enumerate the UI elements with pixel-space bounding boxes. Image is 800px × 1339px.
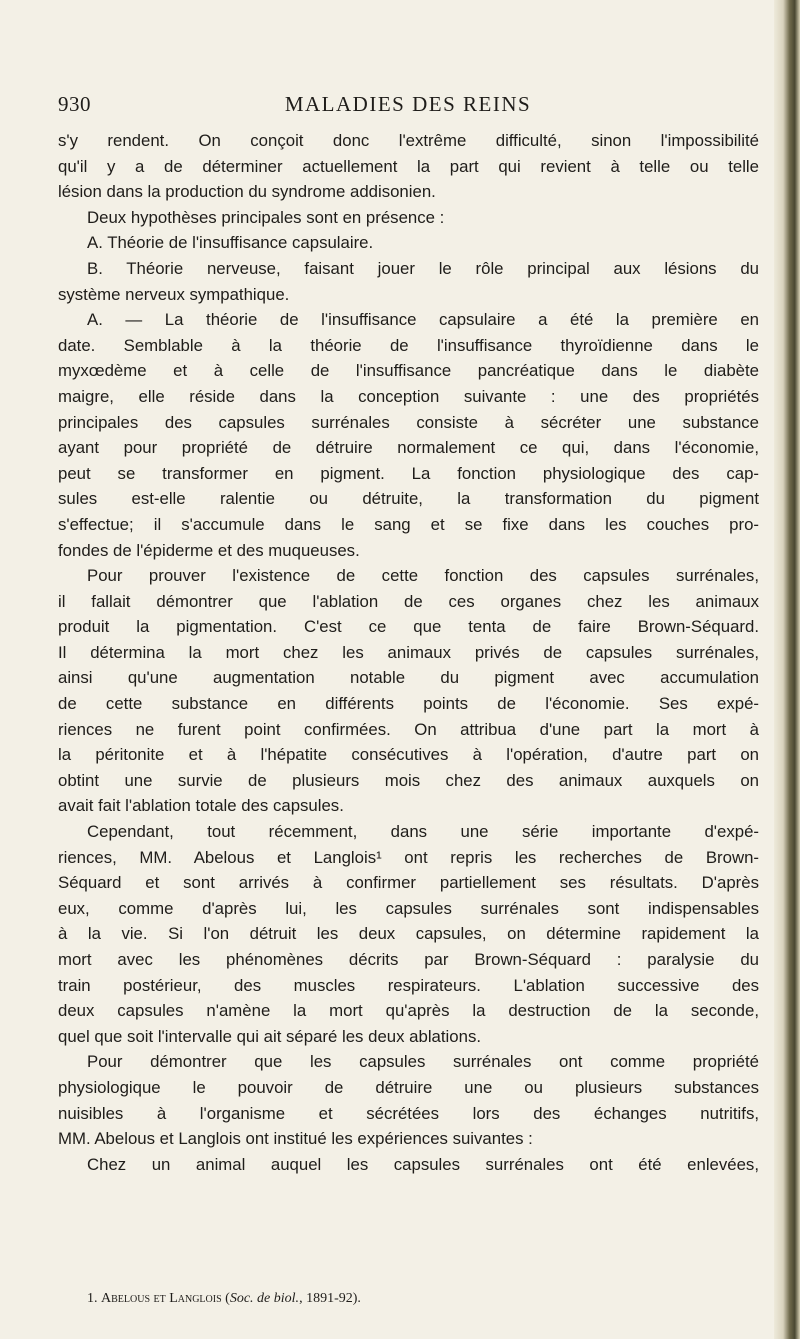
text-line: qu'il y a de déterminer actuellement la part qui revient à telle ou telle	[58, 156, 759, 176]
footnote-authors: Abelous et Langlois	[101, 1291, 222, 1306]
text-line: deux capsules n'amène la mort qu'après la destruction de la seconde,	[58, 1001, 759, 1021]
page-edge	[774, 0, 800, 1339]
text-line: riences ne furent point confirmées. On attribua d'une part la mort à	[58, 719, 759, 739]
text-line: eux, comme d'après lui, les capsules surrénales sont indispensables	[58, 898, 759, 918]
footnote-paren: (	[225, 1291, 230, 1306]
text-line: obtint une survie de plusieurs mois chez des animaux auxquels on	[58, 770, 759, 790]
text-line: système nerveux sympathique.	[58, 284, 290, 304]
text-line: de cette substance en différents points de l'économie. Ses expé-	[58, 694, 759, 714]
text-line: Chez un animal auquel les capsules surrénales ont été enlevées,	[87, 1154, 759, 1174]
text-line: la péritonite et à l'hépatite consécutives à l'opération, d'autre part on	[58, 745, 759, 765]
text-line: myxœdème et à celle de l'insuffisance pancréatique dans le diabète	[58, 361, 759, 381]
text-line: train postérieur, des muscles respirateurs. L'ablation successive des	[58, 975, 759, 995]
text-line: MM. Abelous et Langlois ont institué les expériences suivantes :	[58, 1129, 533, 1149]
text-line: Il détermina la mort chez les animaux privés de capsules surrénales,	[58, 642, 759, 662]
text-line: s'effectue; il s'accumule dans le sang et se fixe dans les couches pro-	[58, 514, 759, 534]
running-title: MALADIES DES REINS	[284, 92, 532, 116]
text-line: produit la pigmentation. C'est ce que tenta de faire Brown-Séquard.	[58, 617, 759, 637]
text-line: fondes de l'épiderme et des muqueuses.	[58, 540, 360, 560]
page-number: 930	[58, 92, 91, 116]
text-line: mort avec les phénomènes décrits par Brown-Séquard : paralysie du	[58, 950, 759, 969]
text-line: A. Théorie de l'insuffisance capsulaire.	[87, 233, 374, 253]
text-line: maigre, elle réside dans la conception suivante : une des propriétés	[58, 386, 759, 406]
text-line: A. — La théorie de l'insuffisance capsulaire a été la première en	[87, 310, 759, 330]
text-line: Pour prouver l'existence de cette fonction des capsules surrénales,	[87, 566, 759, 586]
footnote-number: 1.	[87, 1291, 98, 1306]
text-line: B. Théorie nerveuse, faisant jouer le rôle principal aux lésions du	[87, 258, 759, 278]
text-line: ainsi qu'une augmentation notable du pigment avec accumulation	[58, 668, 759, 688]
text-line: physiologique le pouvoir de détruire une ou plusieurs substances	[58, 1077, 759, 1097]
text-line: il fallait démontrer que l'ablation de ces organes chez les animaux	[58, 591, 759, 611]
text-line: Cependant, tout récemment, dans une série importante d'expé-	[87, 822, 759, 842]
page-header	[58, 92, 758, 122]
text-line: quel que soit l'intervalle qui ait séparé les deux ablations.	[58, 1026, 481, 1046]
text-line: Deux hypothèses principales sont en présence :	[87, 207, 445, 227]
text-line: peut se transformer en pigment. La fonction physiologique des cap-	[58, 463, 759, 483]
footnote	[87, 1291, 361, 1307]
footnote-source: Soc. de biol.	[229, 1291, 300, 1306]
text-line: Séquard et sont arrivés à confirmer partiellement ses résultats. D'après	[58, 873, 759, 893]
text-line: riences, MM. Abelous et Langlois¹ ont repris les recherches de Brown-	[58, 847, 759, 867]
body-text	[58, 128, 759, 1177]
text-line: s'y rendent. On conçoit donc l'extrême difficulté, sinon l'impossibilité	[58, 131, 759, 150]
text-line: avait fait l'ablation totale des capsules.	[58, 796, 344, 816]
text-line: date. Semblable à la théorie de l'insuffisance thyroïdienne dans le	[58, 335, 759, 355]
text-line: à la vie. Si l'on détruit les deux capsules, on détermine rapidement la	[58, 924, 759, 944]
text-line: ayant pour propriété de détruire normalement ce qui, dans l'économie,	[58, 438, 759, 458]
text-line: Pour démontrer que les capsules surrénales ont comme propriété	[87, 1052, 759, 1072]
text-line: nuisibles à l'organisme et sécrétées lors des échanges nutritifs,	[58, 1103, 759, 1123]
text-line: lésion dans la production du syndrome addisonien.	[58, 182, 436, 202]
footnote-year: , 1891-92).	[299, 1291, 361, 1306]
text-line: principales des capsules surrénales consiste à sécréter une substance	[58, 412, 759, 432]
text-line: sules est-elle ralentie ou détruite, la transformation du pigment	[58, 489, 759, 509]
